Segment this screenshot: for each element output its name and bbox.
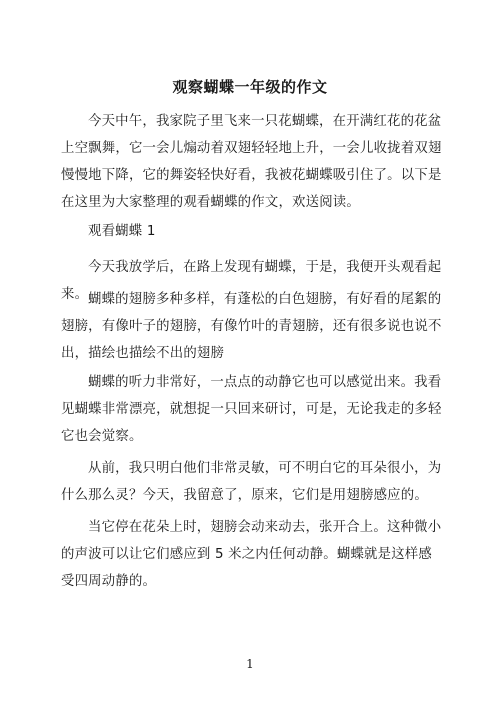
body-paragraph: 蝴蝶的翅膀多种多样，有蓬松的白色翅膀，有好看的尾絮的翅膀，有像叶子的翅膀，有像竹叶的青翅膀，还有很多说也说不出，描绘也描绘不出的翅膀: [61, 292, 442, 361]
document-title: 观察蝴蝶一年级的作文: [172, 78, 328, 96]
intro-paragraph: 今天中午，我家院子里飞来一只花蝴蝶，在开满红花的花盆上空飘舞，它一会儿煽动着双翅轻轻地上升，一会儿收拢着双翅慢慢地下降，它的舞姿轻快好看，我被花蝴蝶吸引住了。以下是在这里为大家整理的观看蝴蝶的作文，欢送阅读。: [61, 114, 442, 210]
section-heading: 观看蝴蝶 1: [88, 224, 156, 239]
body-paragraph: 当它停在花朵上时，翅膀会动来动去，张开合上。这种微小的声波可以让它们感应到 5 米之内任何动静。蝴蝶就是这样感受四周动静的。: [61, 520, 442, 589]
body-paragraph: 今天我放学后，在路上发现有蝴蝶，于是，我便开头观看起来。: [61, 260, 442, 302]
body-paragraph: 蝴蝶的听力非常好，一点点的动静它也可以感觉出来。我看见蝴蝶非常漂亮，就想捉一只回来研讨，可是，无论我走的多轻它也会觉察。: [61, 375, 442, 444]
page-number: 1: [246, 657, 254, 671]
body-paragraph: 从前，我只明白他们非常灵敏，可不明白它的耳朵很小，为什么那么灵？今天，我留意了，原来，它们是用翅膀感应的。: [61, 461, 442, 503]
